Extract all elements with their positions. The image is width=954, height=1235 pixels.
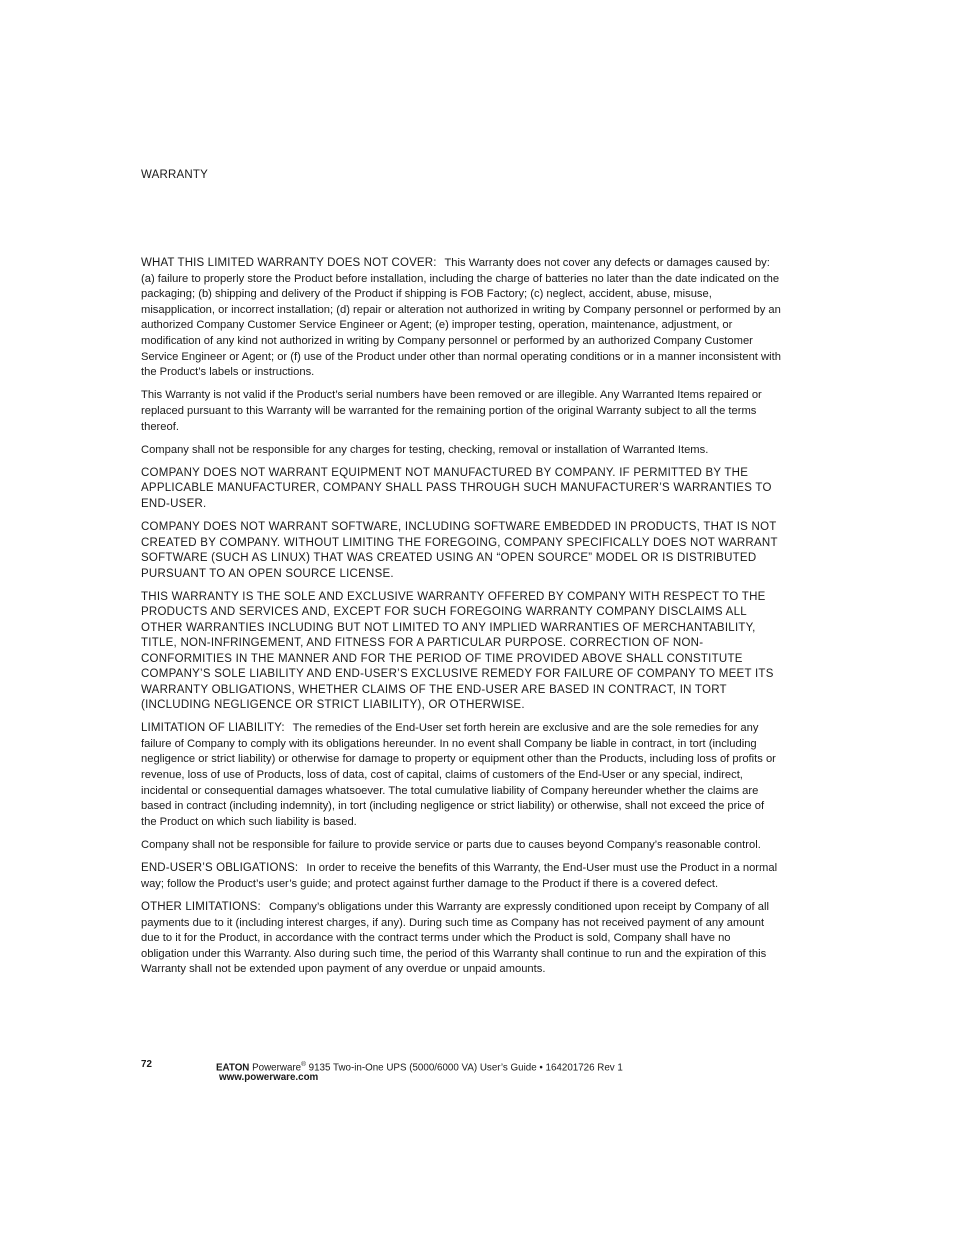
heading-other-limitations: OTHER LIMITATIONS: <box>141 900 261 913</box>
text-limitation-of-liability: The remedies of the End-User set forth herein are exclusive and are the sole remedies for any failure of Company to comply with its obligations hereunder. In no event shall Company be liable in contract, in tort (including negligence or strict liability) or otherwise for damage to property or equipment other than the Products, including loss of profits or revenue, loss of use of Products, loss of data, cost of capital, claims of customers of the End-User or any special, indirect, incidental or consequential damages whatsoever. The total cumulative liability of Company hereunder whether the claims are based in contract (including indemnity), in tort (including negligence or strict liability) or otherwise, shall not exceed the price of the Product on which such liability is based. <box>141 722 776 828</box>
page-number: 72 <box>141 1059 152 1070</box>
text-other-limitations: Company’s obligations under this Warranty are expressly conditioned upon receipt by Company of all payments due to it (including interest charges, if any). During such time as Company has not received payment of any amount due to it for the Product, in accordance with the contract terms under which the Product is sold, Company shall have no obligation under this Warranty. Also during such time, the period of this Warranty shall continue to run and the expiration of this Warranty shall not be extended upon payment of any overdue or unpaid amounts. <box>141 900 769 976</box>
heading-limitation-of-liability: LIMITATION OF LIABILITY: <box>141 722 285 735</box>
text-end-user-obligations: In order to receive the benefits of this Warranty, the End-User must use the Product in a normal way; follow the Product’s user’s guide; and protect against further damage to the Product if there is a covered defect. <box>141 862 778 890</box>
heading-not-covered: WHAT THIS LIMITED WARRANTY DOES NOT COVER: <box>141 257 437 269</box>
paragraph-other-limitations <box>141 900 781 978</box>
paragraph-charges: Company shall not be responsible for any charges for testing, checking, removal or installation of Warranted Items. <box>141 443 709 456</box>
footer-product: Powerware <box>252 1062 302 1074</box>
footer-brand: EATON <box>216 1062 250 1074</box>
paragraph-equipment-disclaimer: COMPANY DOES NOT WARRANT EQUIPMENT NOT MANUFACTURED BY COMPANY. IF PERMITTED BY THE APPLICABLE MANUFACTURER, COMPANY SHALL PASS THROUGH SUCH MANUFACTURER’S WARRANTIES TO END-USER. <box>141 466 772 510</box>
heading-end-user-obligations: END-USER’S OBLIGATIONS: <box>141 862 299 875</box>
paragraph-serial-numbers: This Warranty is not valid if the Product’s serial numbers have been removed or are illegible. Any Warranted Items repaired or replaced pursuant to this Warranty will be warranted for the remaining portion of the original Warranty subject to all the terms thereof. <box>141 389 762 433</box>
paragraph-service-failure: Company shall not be responsible for failure to provide service or parts due to causes beyond Company’s reasonable control. <box>141 838 761 851</box>
section-title: WARRANTY <box>141 169 208 181</box>
paragraph-limitation-of-liability <box>141 721 781 830</box>
footer-url: www.powerware.com <box>219 1071 319 1083</box>
footer-description: 9135 Two-in-One UPS (5000/6000 VA) User’s Guide • 164201726 Rev 1 <box>305 1062 623 1074</box>
text-not-covered: This Warranty does not cover any defects or damages caused by: (a) failure to properly store the Product before installation, including the charge of batteries no later than the date indicated on the packaging; (b) shipping and delivery of the Product if shipping is FOB Factory; (c) neglect, accident, abuse, misuse, misapplication, or incorrect installation; (d) repair or alteration not authorized in writing by Company personnel or performed by an authorized Company Customer Service Engineer or Agent; (e) improper testing, operation, maintenance, adjustment, or modification of any kind not authorized in writing by Company personnel or performed by an authorized Company Customer Service Engineer or Agent; or (f) use of the Product under other than normal operating conditions or in a manner inconsistent with the Product’s labels or instructions. <box>141 257 781 379</box>
warranty-body <box>141 256 781 985</box>
paragraph-software-disclaimer: COMPANY DOES NOT WARRANT SOFTWARE, INCLUDING SOFTWARE EMBEDDED IN PRODUCTS, THAT IS NOT CREATED BY COMPANY. WITHOUT LIMITING THE FOREGOING, COMPANY SPECIFICALLY DOES NOT WARRANT SOFTWARE (SUCH AS LINUX) THAT WAS CREATED USING AN “OPEN SOURCE” MODEL OR IS DISTRIBUTED PURSUANT TO AN OPEN SOURCE LICENSE. <box>141 521 778 580</box>
paragraph-not-covered <box>141 256 781 381</box>
paragraph-end-user-obligations <box>141 861 781 892</box>
registered-mark: ® <box>301 1061 306 1068</box>
paragraph-sole-warranty: THIS WARRANTY IS THE SOLE AND EXCLUSIVE WARRANTY OFFERED BY COMPANY WITH RESPECT TO THE PRODUCTS AND SERVICES AND, EXCEPT FOR SUCH FOREGOING WARRANTY COMPANY DISCLAIMS ALL OTHER WARRANTIES INCLUDING BUT NOT LIMITED TO ANY IMPLIED WARRANTIES OF MERCHANTABILITY, TITLE, NON-INFRINGEMENT, AND FITNESS FOR A PARTICULAR PURPOSE. CORRECTION OF NON-CONFORMITIES IN THE MANNER AND FOR THE PERIOD OF TIME PROVIDED ABOVE SHALL CONSTITUTE COMPANY’S SOLE LIABILITY AND END-USER’S EXCLUSIVE REMEDY FOR FAILURE OF COMPANY TO MEET ITS WARRANTY OBLIGATIONS, WHETHER CLAIMS OF THE END-USER ARE BASED IN CONTRACT, IN TORT (INCLUDING NEGLIGENCE OR STRICT LIABILITY), OR OTHERWISE. <box>141 590 774 712</box>
